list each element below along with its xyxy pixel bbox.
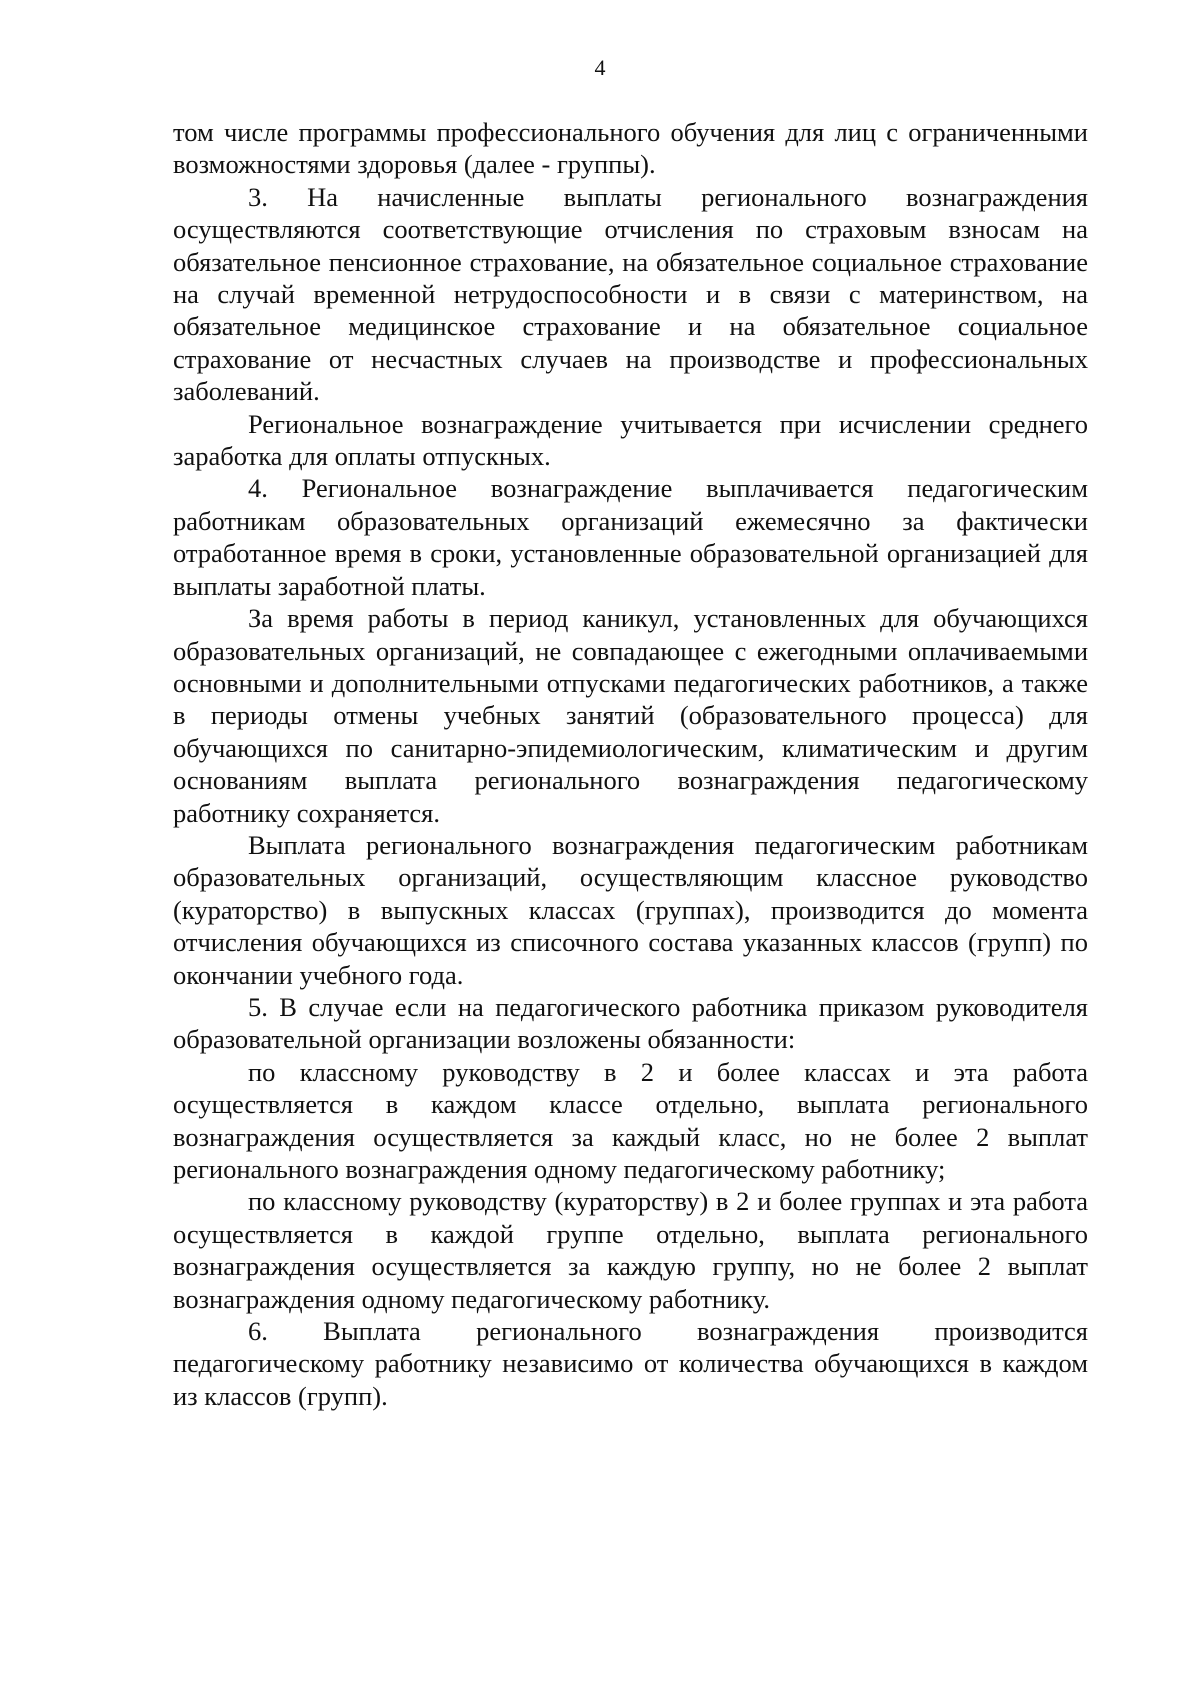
paragraph-continuation: том числе программы профессионального обучения для лиц с ограниченными возможностями здоровья (далее - группы). <box>173 117 1088 180</box>
paragraph-item-3-contributions: 3. На начисленные выплаты регионального вознаграждения осуществляются соответствующие отчисления по страховым взносам на обязательное пенсионное страхование, на обязательное социальное страхование на случай временной нетрудоспособности и в связи с материнством, на обязательное медицинское страхование и на обязательное социальное страхование от несчастных случаев на производстве и профессиональных заболеваний. <box>173 181 1088 407</box>
paragraph-vacation-pay: Региональное вознаграждение учитывается при исчислении среднего заработка для оплаты отпускных. <box>173 408 1088 472</box>
paragraph-item-6-independent: 6. Выплата регионального вознаграждения производится педагогическому работнику независимо от количества обучающихся в каждом из классов (групп). <box>173 1316 1088 1411</box>
paragraph-item-4-monthly-payment: 4. Региональное вознаграждение выплачивается педагогическим работникам образовательных организаций ежемесячно за фактически отработанное время в сроки, установленные образовательной организацией для выплаты заработной платы. <box>173 473 1088 601</box>
paragraph-item-5-duties: 5. В случае если на педагогического работника приказом руководителя образовательной организации возложены обязанности: <box>173 991 1088 1055</box>
paragraph-multiple-classes: по классному руководству в 2 и более классах и эта работа осуществляется в каждом классе отдельно, выплата регионального вознаграждения осуществляется за каждый класс, но не более 2 выплат регионального вознаграждения одному педагогическому работнику; <box>173 1056 1088 1184</box>
page-number: 4 <box>594 55 606 80</box>
paragraph-multiple-groups: по классному руководству (кураторству) в 2 и более группах и эта работа осуществляется в каждой группе отдельно, выплата регионального вознаграждения осуществляется за каждую группу, но не более 2 выплат вознаграждения одному педагогическому работнику. <box>173 1186 1088 1314</box>
document-body <box>173 116 1088 1412</box>
paragraph-holiday-period: За время работы в период каникул, установленных для обучающихся образовательных организаций, не совпадающее с ежегодными оплачиваемыми основными и дополнительными отпусками педагогических работников, а также в периоды отмены учебных занятий (образовательного процесса) для обучающихся по санитарно-эпидемиологическим, климатическим и другим основаниям выплата регионального вознаграждения педагогическому работнику сохраняется. <box>173 603 1088 828</box>
paragraph-graduating-classes: Выплата регионального вознаграждения педагогическим работникам образовательных организаций, осуществляющим классное руководство (кураторство) в выпускных классах (группах), производится до момента отчисления обучающихся из списочного состава указанных классов (групп) по окончании учебного года. <box>173 829 1088 990</box>
